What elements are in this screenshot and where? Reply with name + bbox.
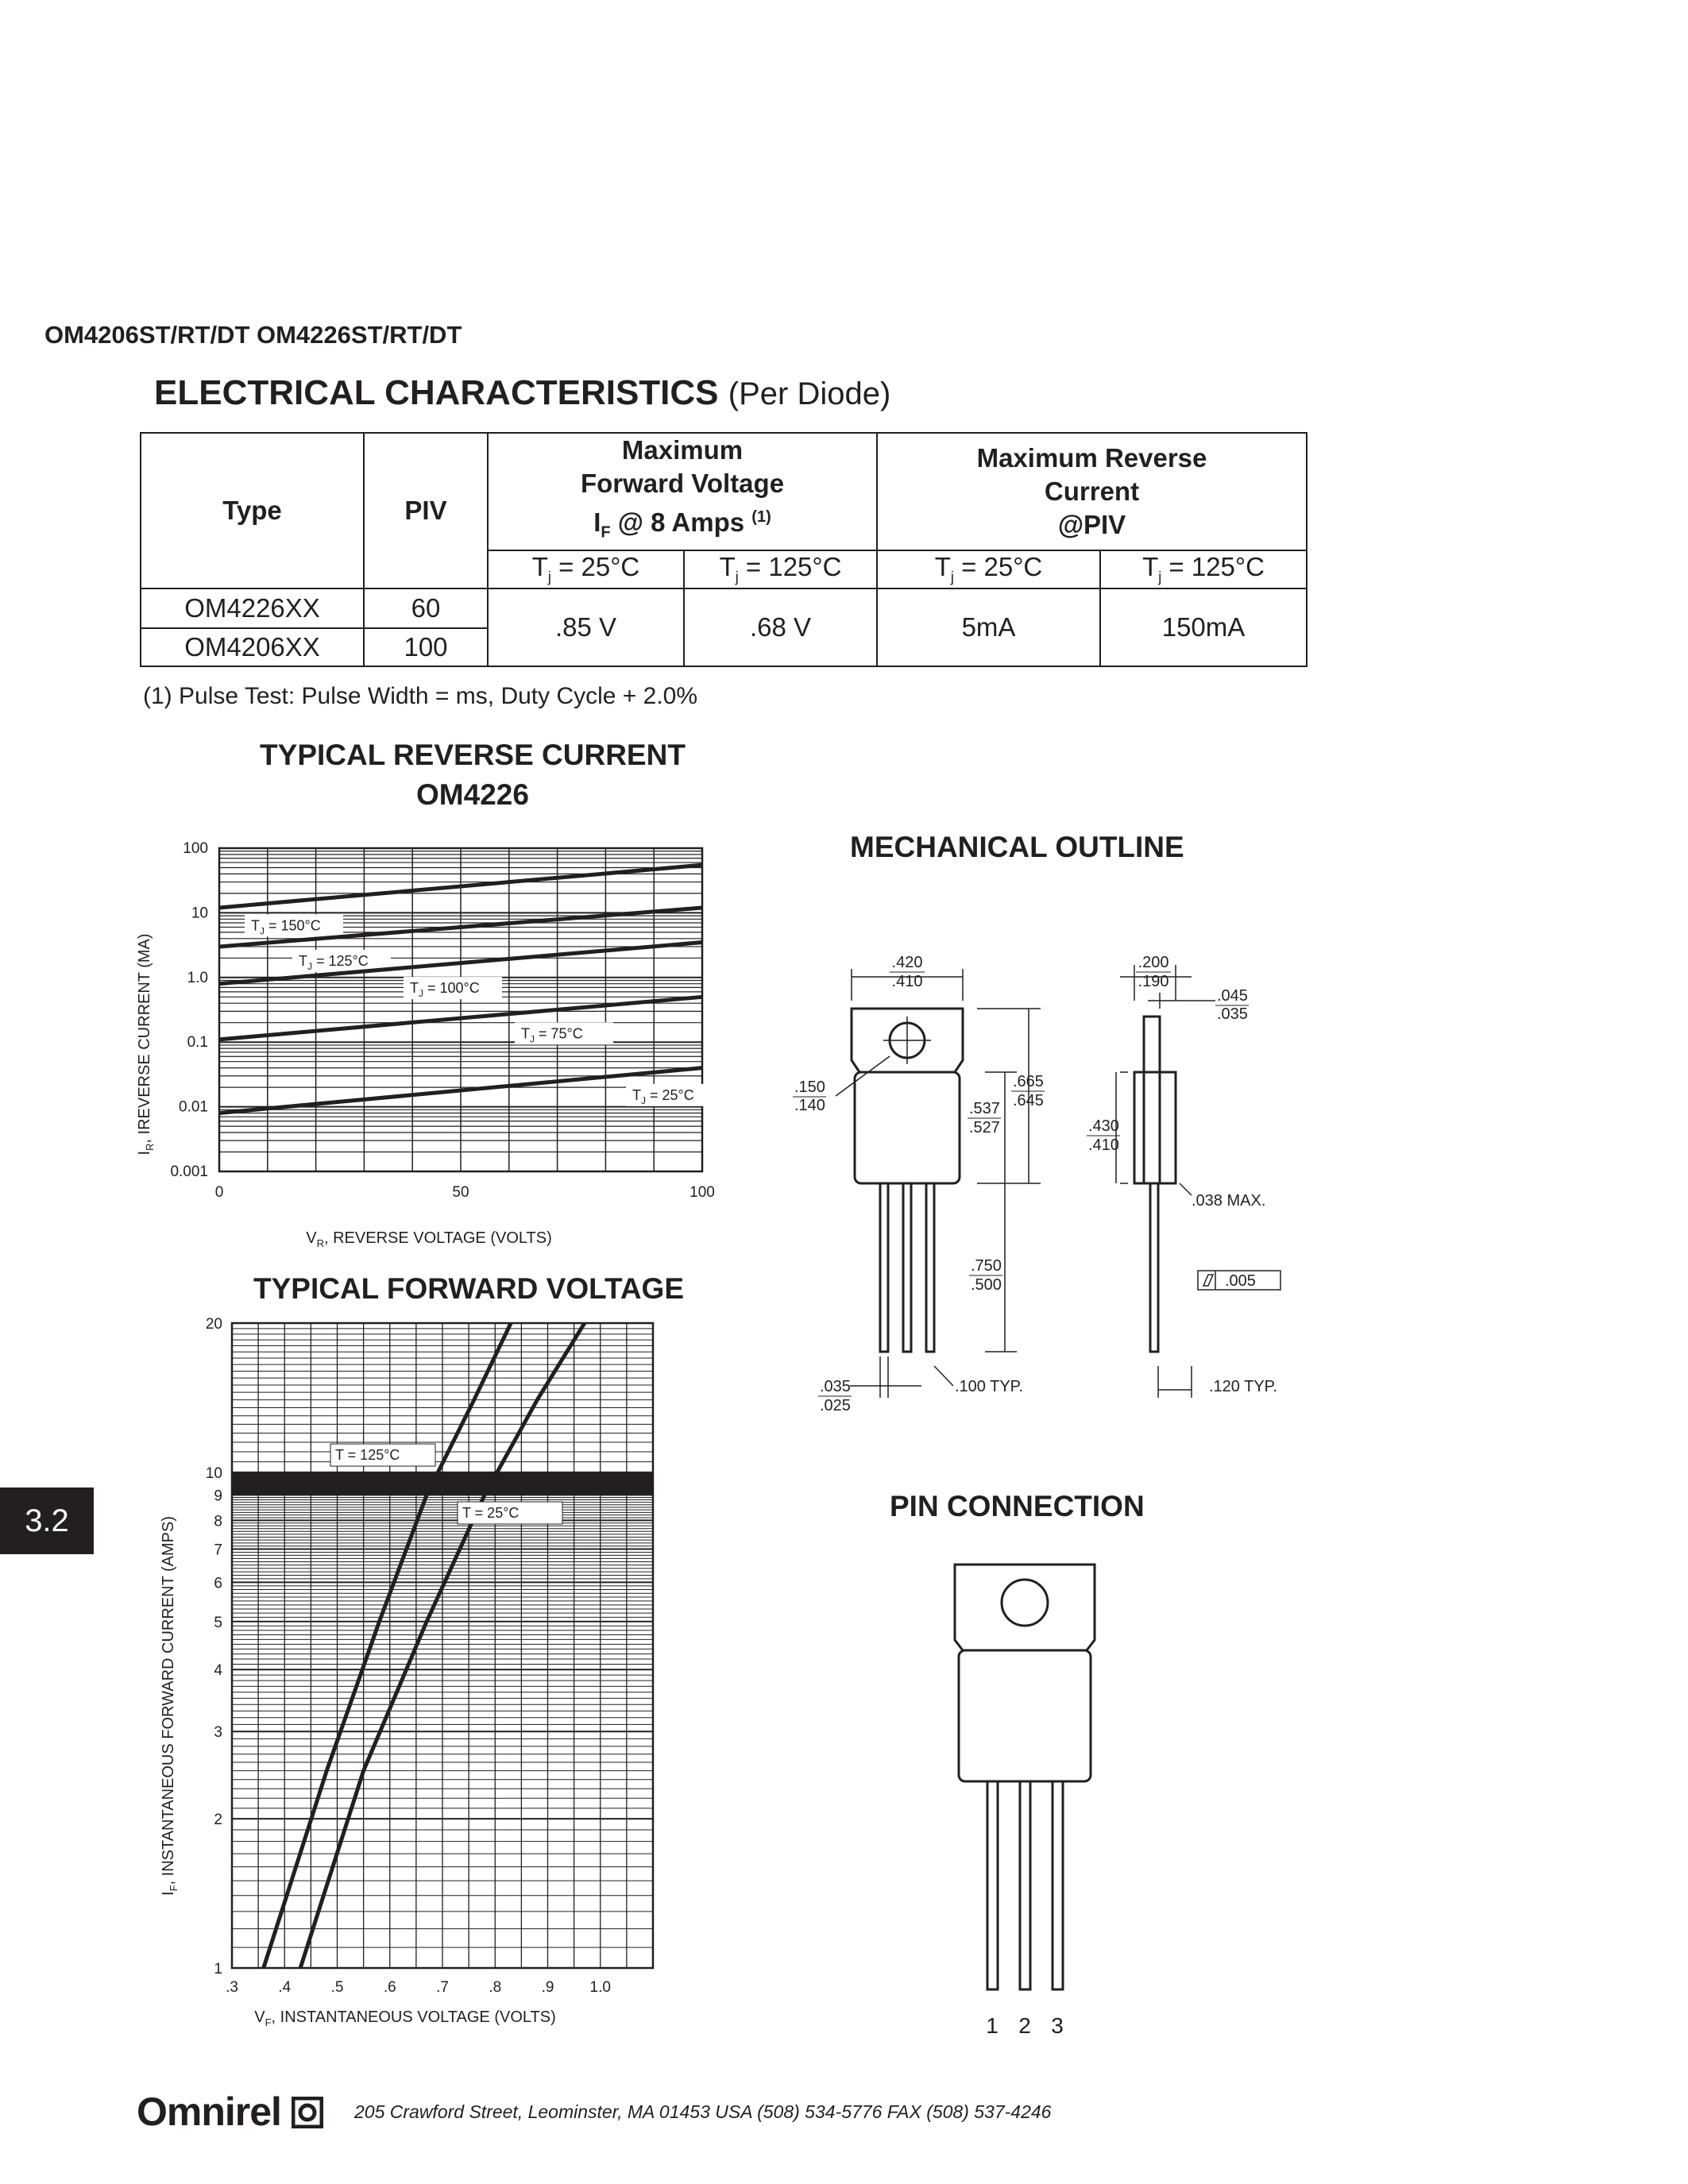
svg-text:.430: .430 [1088,1117,1119,1135]
side-view-body [1134,1072,1176,1183]
header-piv: PIV [364,433,488,588]
y-tick-label: 0.01 [179,1098,208,1116]
svg-text:.140: .140 [794,1097,825,1114]
header-reverse-current: Maximum Reverse Current @PIV [877,433,1307,550]
svg-text:.420: .420 [891,954,923,971]
y-tick-label: 9 [214,1488,222,1505]
footer-address: 205 Crawford Street, Leominster, MA 01453 USA (508) 534-5776 FAX (508) 537-4246 [354,2101,1052,2122]
svg-text:.645: .645 [1013,1092,1044,1109]
header-type: Type [141,433,364,588]
front-view-body [855,1072,960,1183]
series-label: $T_J = 75^\circ C$ [521,1025,583,1045]
x-tick-label: 100 [689,1184,715,1201]
pin-1-label: 1 [986,2013,999,2038]
svg-text:.537: .537 [969,1100,1000,1117]
y-tick-label: 3 [214,1724,222,1742]
svg-text:.038 MAX.: .038 MAX. [1192,1192,1266,1210]
series-label: T = 25°C [462,1504,520,1521]
part-number-header: OM4206ST/RT/DT OM4226ST/RT/DT [44,321,462,349]
svg-text:.200: .200 [1138,954,1169,971]
y-tick-label: 5 [214,1614,222,1631]
y-tick-label: 1.0 [187,969,208,986]
temp-125-forward: $T_j = 125^\circ C$ [684,550,877,588]
dense-grid-band [232,1472,653,1495]
reverse-chart-xlabel: $V_R$, REVERSE VOLTAGE (VOLTS) [306,1229,552,1249]
y-tick-label: 100 [183,840,208,857]
forward-chart-title: TYPICAL FORWARD VOLTAGE [253,1272,684,1305]
svg-text:.750: .750 [971,1257,1002,1275]
y-tick-label: 0.001 [170,1163,208,1180]
x-tick-label: 1.0 [589,1979,611,1996]
x-tick-label: 0 [214,1184,224,1201]
mechanical-outline-drawing [747,921,1319,1437]
x-tick-label: .9 [541,1979,554,1996]
svg-text:.410: .410 [891,973,923,990]
lead-3 [926,1183,934,1352]
y-tick-label: 1 [214,1961,222,1978]
svg-text:.410: .410 [1088,1136,1119,1154]
pin-view-hole [1002,1580,1048,1626]
section-subtitle: (Per Diode) [728,376,891,411]
y-tick-label: 0.1 [187,1034,208,1051]
y-tick-label: 20 [205,1316,222,1333]
omnirel-logo: Omnirel [137,2089,323,2135]
x-tick-label: .5 [330,1979,344,1996]
y-tick-label: 6 [214,1575,222,1592]
electrical-characteristics-table [140,432,1308,667]
row-piv: 60 [364,588,488,628]
forward-chart-xlabel: $V_F$, INSTANTANEOUS VOLTAGE (VOLTS) [254,2008,556,2028]
temp-25-reverse: $T_j = 25^\circ C$ [877,550,1100,588]
row-piv: 100 [364,628,488,666]
svg-text:.100 TYP.: .100 TYP. [955,1378,1023,1395]
x-tick-label: .7 [436,1979,449,1996]
series-label: $T_J = 100^\circ C$ [410,980,480,1000]
section-title-main: ELECTRICAL CHARACTERISTICS [154,373,719,412]
pin-2-lead [1020,1781,1030,1989]
reverse-chart-ylabel: $I_R$, IREVERSE CURRENT (MA) [136,933,156,1156]
x-tick-label: .4 [278,1979,292,1996]
flatness-icon [1203,1275,1213,1286]
svg-text:.035: .035 [820,1378,851,1395]
svg-text:.150: .150 [794,1078,825,1096]
reverse-chart-title: TYPICAL REVERSE CURRENT [260,739,686,771]
y-tick-label: 2 [214,1812,222,1829]
x-tick-label: .3 [226,1979,238,1996]
series-label: T = 125°C [335,1447,400,1464]
side-view-tab [1144,1017,1160,1183]
temp-25-forward: $T_j = 25^\circ C$ [488,550,684,588]
header-forward-voltage: Maximum Forward Voltage $I_F$ @ 8 Amps $^{(1)}$ [488,433,877,550]
side-view-lead [1150,1183,1158,1352]
svg-text:.035: .035 [1217,1005,1248,1023]
pin-view-tab [955,1565,1095,1650]
lead-1 [880,1183,888,1352]
vf-125-value: .68 V [684,588,877,666]
svg-text:.665: .665 [1013,1073,1044,1090]
table-row [141,588,1307,628]
forward-chart-ylabel: $I_F$, INSTANTANEOUS FORWARD CURRENT (AMPS) [160,1516,180,1896]
y-tick-label: 8 [214,1513,222,1530]
temp-125-reverse: $T_j = 125^\circ C$ [1100,550,1307,588]
y-tick-label: 4 [214,1662,222,1680]
y-tick-label: 10 [191,905,208,922]
y-tick-label: 7 [214,1542,222,1559]
ir-25-value: 5mA [877,588,1100,666]
pin-connection-title: PIN CONNECTION [890,1490,1145,1522]
svg-text:.500: .500 [971,1276,1002,1294]
series-line [264,1323,511,1968]
vf-25-value: .85 V [488,588,684,666]
pin-3-lead [1053,1781,1063,1989]
ir-125-value: 150mA [1100,588,1307,666]
page-section-tab: 3.2 [0,1488,94,1554]
svg-text:.120 TYP.: .120 TYP. [1209,1378,1277,1395]
mechanical-outline-title: MECHANICAL OUTLINE [850,831,1184,863]
svg-text:.005: .005 [1225,1272,1256,1290]
pin-3-label: 3 [1051,2013,1064,2038]
pin-connection-drawing [937,1557,1144,2049]
pulse-test-note: (1) Pulse Test: Pulse Width = ms, Duty Cycle + 2.0% [143,683,698,709]
series-label: $T_J = 25^\circ C$ [632,1086,694,1106]
svg-text:.025: .025 [820,1397,851,1414]
forward-voltage-chart [151,1309,659,2032]
x-tick-label: 50 [452,1184,469,1201]
row-type: OM4206XX [141,628,364,666]
y-tick-label: 10 [205,1464,222,1482]
svg-text:.527: .527 [969,1119,1000,1136]
svg-text:.190: .190 [1138,973,1169,990]
section-title [154,373,890,413]
svg-text:.045: .045 [1217,987,1248,1005]
row-type: OM4226XX [141,588,364,628]
reverse-current-chart [119,834,739,1255]
pin-1-lead [987,1781,998,1989]
series-label: $T_J = 150^\circ C$ [251,917,321,937]
omnirel-logo-icon [292,2097,323,2128]
reverse-chart-subtitle: OM4226 [416,778,529,811]
pin-2-label: 2 [1018,2013,1031,2038]
lead-2 [903,1183,911,1352]
pin-view-body [959,1650,1091,1781]
x-tick-label: .6 [383,1979,396,1996]
x-tick-label: .8 [489,1979,502,1996]
series-label: $T_J = 125^\circ C$ [299,952,369,972]
